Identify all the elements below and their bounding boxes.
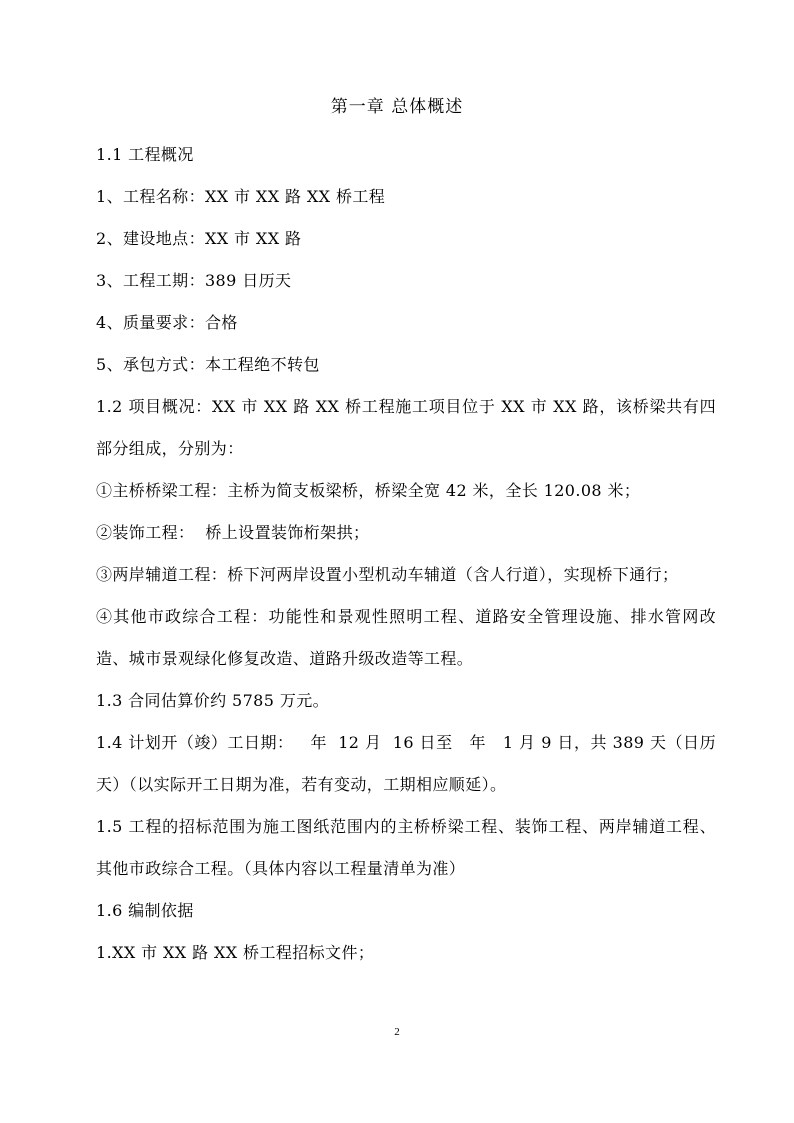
construction-site-line: 2、建设地点：XX 市 XX 路 — [96, 229, 302, 248]
project-name-line: 1、工程名称：XX 市 XX 路 XX 桥工程 — [96, 187, 386, 206]
auxiliary-road-item: ③两岸辅道工程：桥下河两岸设置小型机动车辅道（含人行道），实现桥下通行； — [96, 565, 679, 584]
section-heading-1-1: 1.1 工程概况 — [96, 145, 194, 164]
basis-item-1: 1.XX 市 XX 路 XX 桥工程招标文件； — [96, 943, 375, 962]
section-heading-1-6: 1.6 编制依据 — [96, 901, 194, 920]
tender-scope-paragraph: 1.5 工程的招标范围为施工图纸范围内的主桥桥梁工程、装饰工程、两岸辅道工程、其他市政综合工程。（具体内容以工程量清单为准） — [96, 817, 716, 878]
contract-mode-line: 5、承包方式：本工程绝不转包 — [96, 355, 320, 374]
contract-price-line: 1.3 合同估算价约 5785 万元。 — [96, 691, 330, 710]
quality-requirement-line: 4、质量要求：合格 — [96, 313, 238, 332]
planned-dates-paragraph: 1.4 计划开（竣）工日期： 年 12 月 16 日至 年 1 月 9 日，共 389 天（日历天）（以实际开工日期为准，若有变动，工期相应顺延）。 — [96, 733, 716, 794]
project-overview-paragraph: 1.2 项目概况：XX 市 XX 路 XX 桥工程施工项目位于 XX 市 XX 路，该桥梁共有四部分组成，分别为： — [96, 397, 716, 458]
chapter-title: 第一章 总体概述 — [330, 97, 464, 117]
main-bridge-item: ①主桥桥梁工程：主桥为简支板梁桥，桥梁全宽 42 米，全长 120.08 米； — [96, 481, 641, 500]
decoration-item: ②装饰工程： 桥上设置装饰桁架拱； — [96, 523, 370, 542]
document-body — [96, 134, 716, 974]
municipal-works-item: ④其他市政综合工程：功能性和景观性照明工程、道路安全管理设施、排水管网改造、城市景观绿化修复改造、道路升级改造等工程。 — [96, 607, 716, 668]
page-number: 2 — [394, 1026, 400, 1038]
construction-period-line: 3、工程工期：389 日历天 — [96, 271, 292, 290]
